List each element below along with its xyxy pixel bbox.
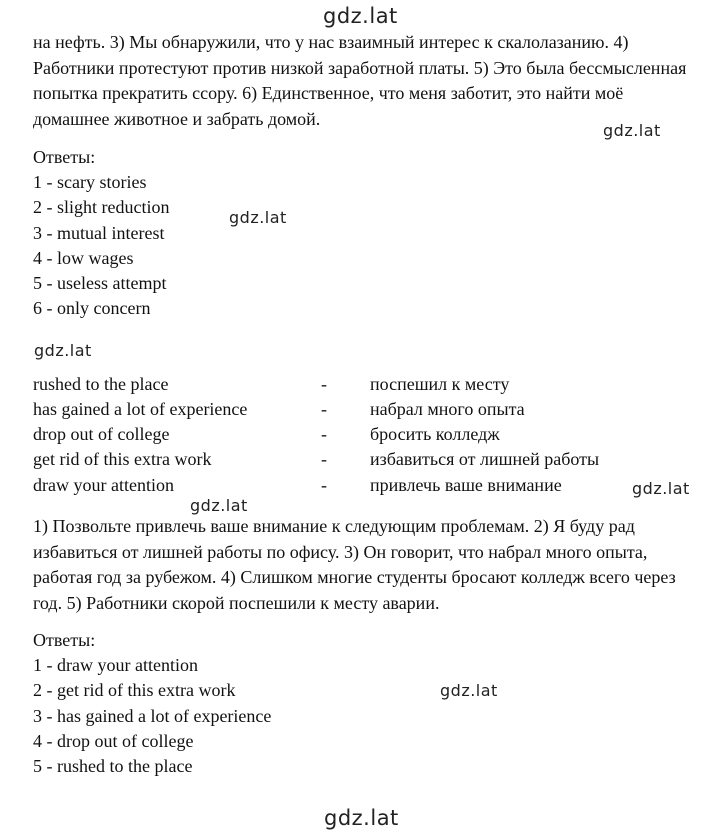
vocab-english: drop out of college: [33, 424, 170, 444]
vocab-english: draw your attention: [33, 475, 174, 495]
list-item: 5 - rushed to the place: [33, 756, 193, 777]
watermark-top: gdz.lat: [323, 4, 398, 28]
vocab-dash: -: [321, 399, 327, 419]
list-item: 3 - mutual interest: [33, 222, 165, 243]
vocab-row: [33, 374, 673, 399]
list-item: 1 - scary stories: [33, 172, 147, 193]
watermark: gdz.lat: [603, 121, 661, 140]
translation-paragraph-2: 1) Позвольте привлечь ваше внимание к следующим проблемам. 2) Я буду рад избавиться от лишней работы по офису. 3) Он говорит, что набрал много опыта, работая год за рубежом. 4) Слишком многие студенты бросают колледж всего через год. 5) Работники скорой поспешили к месту аварии.: [33, 516, 676, 613]
vocab-russian: набрал много опыта: [370, 399, 525, 419]
list-item: 6 - only concern: [33, 298, 151, 319]
vocab-row: [33, 475, 673, 500]
list-item: 2 - get rid of this extra work: [33, 680, 236, 701]
vocab-english: get rid of this extra work: [33, 449, 212, 469]
vocab-row: [33, 449, 673, 474]
vocab-dash: -: [321, 475, 327, 495]
watermark: gdz.lat: [34, 341, 92, 360]
watermark: gdz.lat: [440, 681, 498, 700]
watermark: gdz.lat: [229, 208, 287, 227]
list-item: 4 - low wages: [33, 247, 134, 268]
watermark-bottom: gdz.lat: [324, 806, 399, 830]
vocab-row: [33, 399, 673, 424]
answers-list-2: [33, 628, 271, 779]
vocab-russian: бросить колледж: [370, 424, 500, 444]
list-item: 4 - drop out of college: [33, 730, 194, 751]
answers-heading: Ответы:: [33, 147, 96, 167]
vocab-dash: -: [321, 374, 327, 394]
vocab-dash: -: [321, 424, 327, 444]
watermark: gdz.lat: [632, 479, 690, 498]
list-item: 3 - has gained a lot of experience: [33, 705, 272, 726]
vocab-russian: избавиться от лишней работы: [370, 449, 600, 469]
translation-paragraph-1: на нефть. 3) Мы обнаружили, что у нас взаимный интерес к скалолазанию. 4) Работники протестуют против низкой заработной платы. 5) Это была бессмысленная попытка прекратить ссору. 6) Единственное, что меня заботит, это найти моё домашнее животное и забрать домой.: [33, 32, 687, 129]
vocab-row: [33, 424, 673, 449]
watermark: gdz.lat: [190, 496, 248, 515]
vocab-russian: поспешил к месту: [370, 374, 510, 394]
vocab-english: rushed to the place: [33, 374, 169, 394]
vocab-dash: -: [321, 449, 327, 469]
list-item: 1 - draw your attention: [33, 655, 198, 676]
list-item: 5 - useless attempt: [33, 273, 167, 294]
answers-list-1: [33, 145, 169, 321]
vocab-russian: привлечь ваше внимание: [370, 475, 562, 495]
answers-heading: Ответы:: [33, 630, 96, 650]
list-item: 2 - slight reduction: [33, 197, 170, 218]
vocab-english: has gained a lot of experience: [33, 399, 248, 419]
